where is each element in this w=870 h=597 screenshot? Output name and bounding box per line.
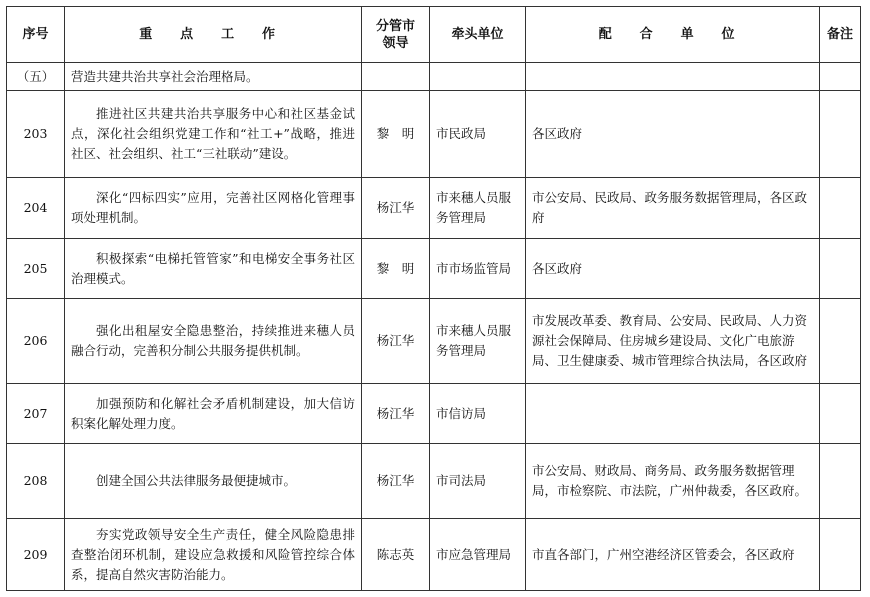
row-cooperate: 市直各部门，广州空港经济区管委会，各区政府 — [526, 519, 820, 591]
row-task: 深化“四标四实”应用，完善社区网格化管理事项处理机制。 — [65, 178, 362, 239]
row-no: 206 — [7, 299, 65, 384]
row-no: 204 — [7, 178, 65, 239]
work-task-table — [6, 6, 861, 591]
row-leader: 杨江华 — [362, 444, 430, 519]
row-task: 夯实党政领导安全生产责任，健全风险隐患排查整治闭环机制，建设应急救援和风险管控综合体系，提高自然灾害防治能力。 — [65, 519, 362, 591]
row-remark — [820, 239, 861, 299]
table-row — [7, 178, 861, 239]
row-leader: 陈志英 — [362, 519, 430, 591]
section-empty-cooperate — [526, 63, 820, 91]
row-task: 创建全国公共法律服务最便捷城市。 — [65, 444, 362, 519]
row-task: 加强预防和化解社会矛盾机制建设，加大信访积案化解处理力度。 — [65, 384, 362, 444]
row-remark — [820, 444, 861, 519]
row-lead-dept: 市市场监管局 — [430, 239, 526, 299]
row-lead-dept: 市应急管理局 — [430, 519, 526, 591]
row-leader: 黎 明 — [362, 239, 430, 299]
row-cooperate: 各区政府 — [526, 239, 820, 299]
table-row — [7, 239, 861, 299]
row-remark — [820, 91, 861, 178]
section-empty-leader — [362, 63, 430, 91]
section-row — [7, 63, 861, 91]
header-task-label: 重 点 工 作 — [139, 27, 287, 42]
header-leader: 分管市领导 — [362, 7, 430, 63]
row-lead-dept: 市民政局 — [430, 91, 526, 178]
row-leader: 杨江华 — [362, 178, 430, 239]
header-cooperate-label: 配 合 单 位 — [598, 27, 747, 42]
header-row — [7, 7, 861, 63]
row-no: 208 — [7, 444, 65, 519]
row-no: 207 — [7, 384, 65, 444]
row-cooperate: 各区政府 — [526, 91, 820, 178]
section-empty-remark — [820, 63, 861, 91]
row-leader: 杨江华 — [362, 384, 430, 444]
row-lead-dept: 市来穗人员服务管理局 — [430, 178, 526, 239]
table-row — [7, 444, 861, 519]
row-leader: 杨江华 — [362, 299, 430, 384]
section-empty-dept — [430, 63, 526, 91]
section-no: （五） — [7, 63, 65, 91]
row-cooperate: 市公安局、财政局、商务局、政务服务数据管理局，市检察院、市法院，广州仲裁委，各区政府。 — [526, 444, 820, 519]
row-leader: 黎 明 — [362, 91, 430, 178]
row-remark — [820, 384, 861, 444]
header-lead-dept: 牵头单位 — [430, 7, 526, 63]
row-task: 强化出租屋安全隐患整治，持续推进来穗人员融合行动，完善积分制公共服务提供机制。 — [65, 299, 362, 384]
header-remark: 备注 — [820, 7, 861, 63]
row-remark — [820, 178, 861, 239]
row-no: 203 — [7, 91, 65, 178]
header-no: 序号 — [7, 7, 65, 63]
table-row — [7, 519, 861, 591]
row-task: 推进社区共建共治共享服务中心和社区基金试点，深化社会组织党建工作和“社工+”战略，推进社区、社会组织、社工“三社联动”建设。 — [65, 91, 362, 178]
row-remark — [820, 299, 861, 384]
table-row — [7, 91, 861, 178]
row-no: 205 — [7, 239, 65, 299]
row-cooperate: 市发展改革委、教育局、公安局、民政局、人力资源社会保障局、住房城乡建设局、文化广电旅游局、卫生健康委、城市管理综合执法局，各区政府 — [526, 299, 820, 384]
row-remark — [820, 519, 861, 591]
row-cooperate — [526, 384, 820, 444]
section-title: 营造共建共治共享社会治理格局。 — [65, 63, 362, 91]
row-no: 209 — [7, 519, 65, 591]
row-lead-dept: 市来穗人员服务管理局 — [430, 299, 526, 384]
row-lead-dept: 市信访局 — [430, 384, 526, 444]
row-lead-dept: 市司法局 — [430, 444, 526, 519]
row-task: 积极探索“电梯托管管家”和电梯安全事务社区治理模式。 — [65, 239, 362, 299]
table-row — [7, 299, 861, 384]
row-cooperate: 市公安局、民政局、政务服务数据管理局，各区政府 — [526, 178, 820, 239]
header-task — [65, 7, 362, 63]
header-cooperate — [526, 7, 820, 63]
table-row — [7, 384, 861, 444]
